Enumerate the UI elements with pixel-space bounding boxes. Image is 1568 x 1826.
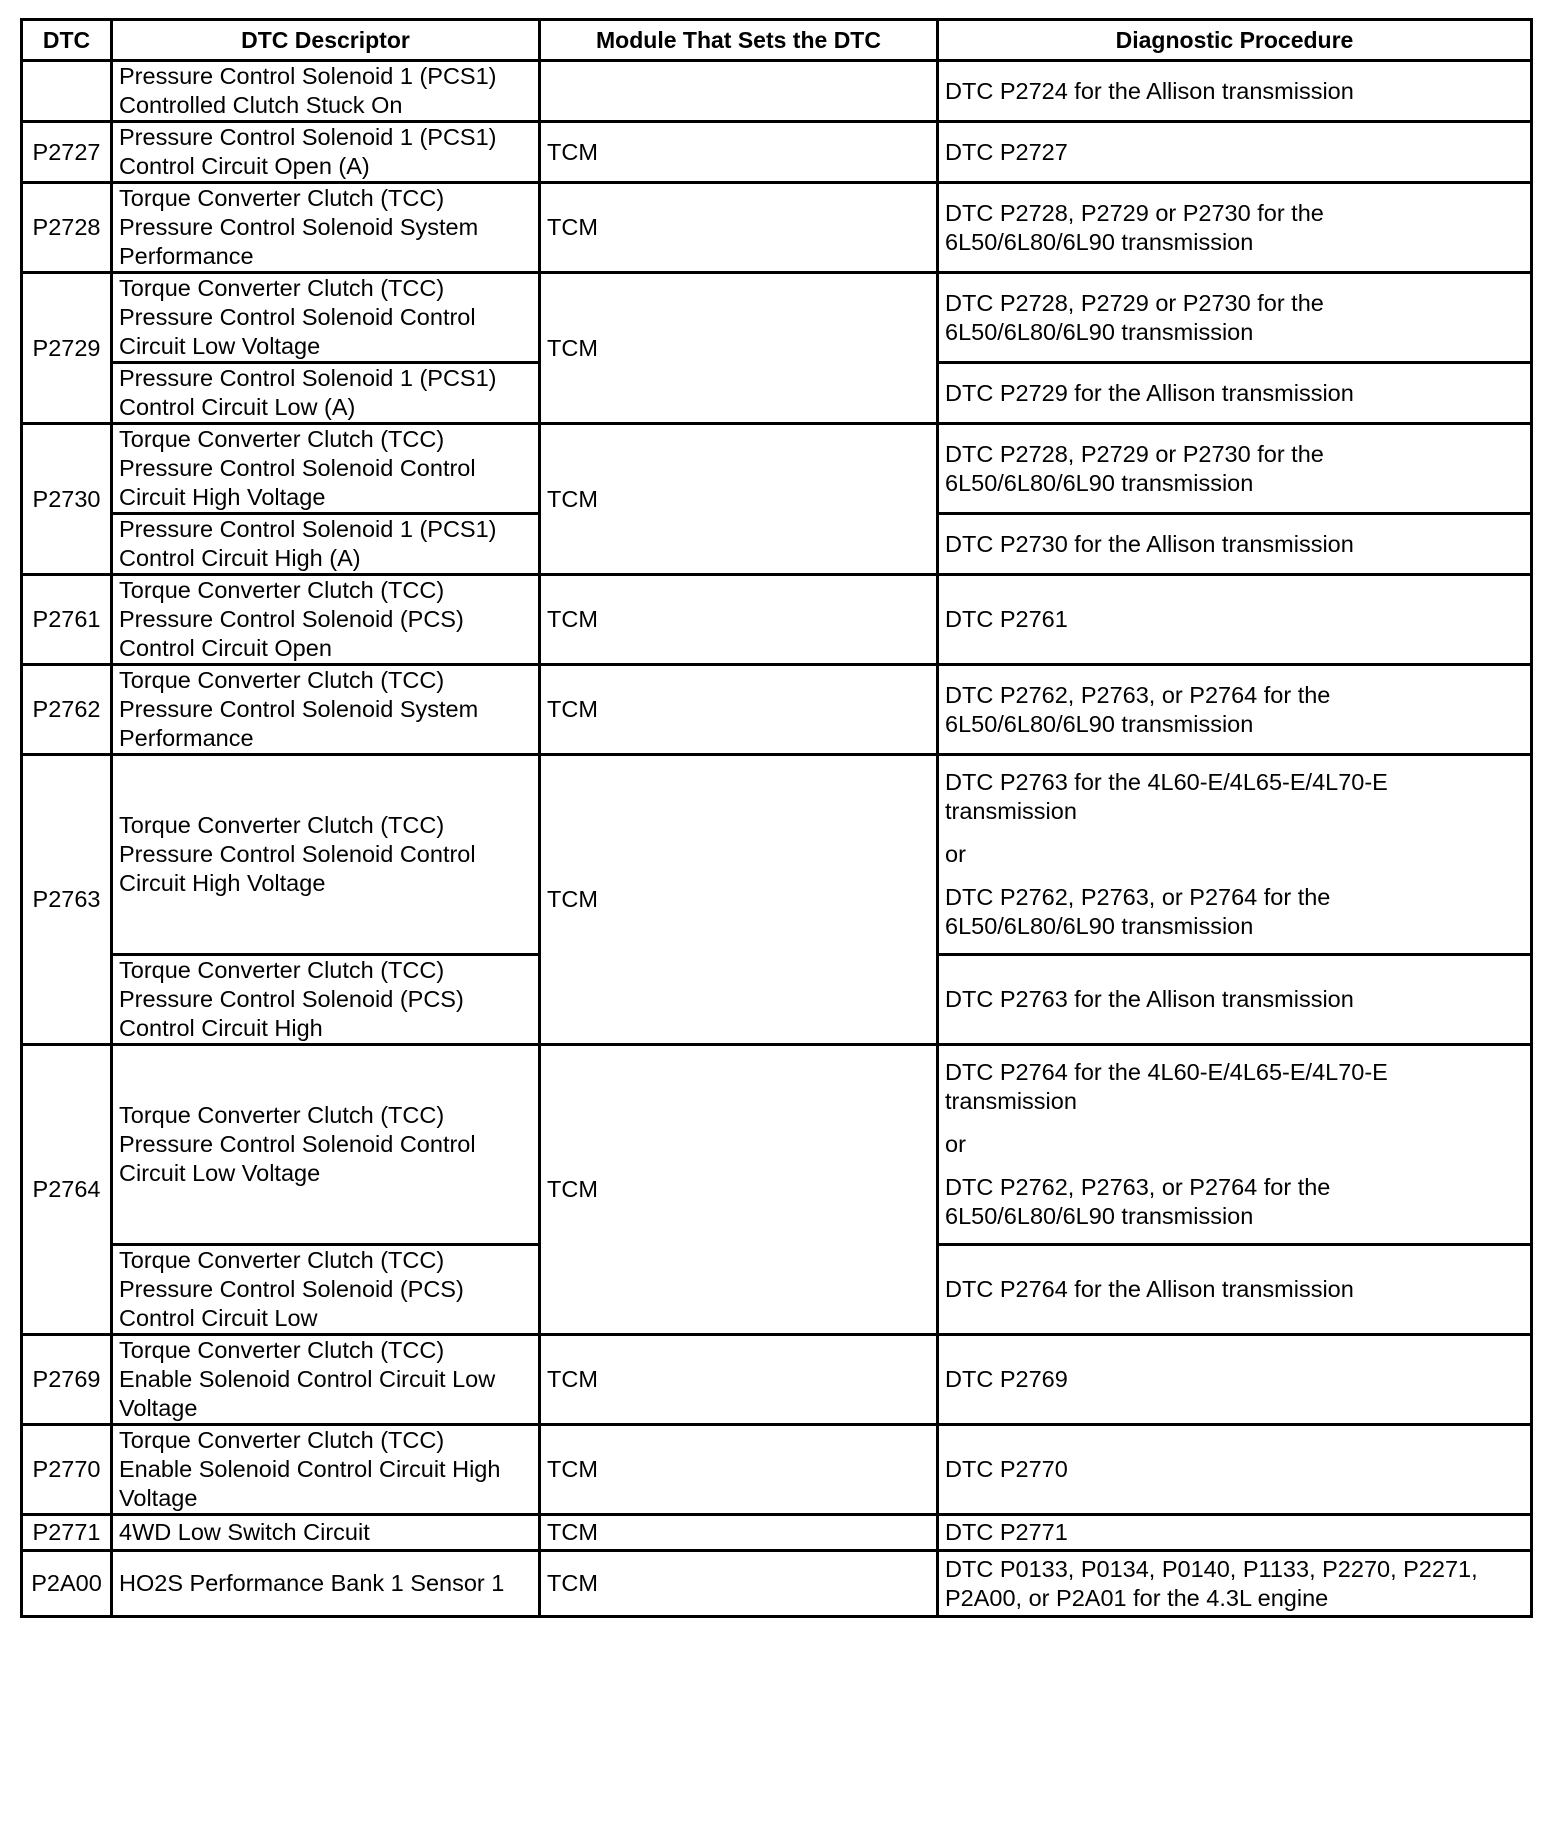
descriptor-line: Torque Converter Clutch (TCC) — [119, 957, 445, 983]
procedure-line: transmission — [945, 1088, 1077, 1114]
descriptor-cell — [112, 755, 540, 955]
dtc-code-cell — [22, 61, 112, 122]
descriptor-line: Enable Solenoid Control Circuit High — [119, 1456, 501, 1482]
module-cell: TCM — [540, 575, 938, 665]
descriptor-line: Pressure Control Solenoid (PCS) — [119, 986, 464, 1012]
descriptor-cell — [112, 273, 540, 363]
header-module: Module That Sets the DTC — [540, 20, 938, 61]
descriptor-line: 4WD Low Switch Circuit — [119, 1519, 370, 1545]
procedure-line: transmission — [945, 798, 1077, 824]
header-row — [22, 20, 1532, 61]
dtc-code-cell: P2770 — [22, 1425, 112, 1515]
descriptor-line: Performance — [119, 725, 254, 751]
procedure-cell — [938, 61, 1532, 122]
descriptor-line: Pressure Control Solenoid (PCS) — [119, 606, 464, 632]
procedure-line: DTC P0133, P0134, P0140, P1133, P2270, P2271, — [945, 1555, 1478, 1582]
descriptor-line: Pressure Control Solenoid 1 (PCS1) — [119, 516, 497, 542]
procedure-line: 6L50/6L80/6L90 transmission — [945, 710, 1254, 737]
descriptor-line: Torque Converter Clutch (TCC) — [119, 275, 445, 301]
table-row — [22, 1425, 1532, 1515]
descriptor-cell — [112, 1045, 540, 1245]
procedure-cell — [938, 1425, 1532, 1515]
descriptor-cell — [112, 424, 540, 514]
procedure-line: DTC P2764 for the Allison transmission — [945, 1276, 1354, 1302]
procedure-line: 6L50/6L80/6L90 transmission — [945, 318, 1254, 345]
procedure-cell — [938, 273, 1532, 363]
dtc-code-cell: P2728 — [22, 183, 112, 273]
descriptor-cell — [112, 1515, 540, 1551]
procedure-line: 6L50/6L80/6L90 transmission — [945, 913, 1254, 939]
descriptor-cell — [112, 61, 540, 122]
procedure-line: P2A00, or P2A01 for the 4.3L engine — [945, 1584, 1329, 1611]
descriptor-line: Voltage — [119, 1395, 198, 1421]
table-row — [22, 575, 1532, 665]
procedure-line: DTC P2730 for the Allison transmission — [945, 530, 1354, 557]
header-dtc: DTC — [22, 20, 112, 61]
descriptor-line: Control Circuit Low — [119, 1305, 318, 1331]
procedure-cell — [938, 122, 1532, 183]
procedure-cell — [938, 1515, 1532, 1551]
module-cell — [540, 61, 938, 122]
descriptor-cell — [112, 575, 540, 665]
descriptor-line: Pressure Control Solenoid System — [119, 214, 479, 240]
procedure-cell — [938, 755, 1532, 955]
module-cell: TCM — [540, 755, 938, 1045]
dtc-code-cell: P2730 — [22, 424, 112, 575]
header-diagnostic-procedure: Diagnostic Procedure — [938, 20, 1532, 61]
descriptor-line: Torque Converter Clutch (TCC) — [119, 1427, 445, 1453]
dtc-table — [20, 18, 1533, 1618]
descriptor-line: Control Circuit Low (A) — [119, 394, 356, 420]
descriptor-line: Torque Converter Clutch (TCC) — [119, 1247, 445, 1273]
descriptor-cell — [112, 1245, 540, 1335]
procedure-line: DTC P2728, P2729 or P2730 for the — [945, 289, 1324, 316]
procedure-line: or — [945, 1131, 966, 1157]
procedure-line: DTC P2769 — [945, 1366, 1068, 1392]
procedure-cell — [938, 1335, 1532, 1425]
dtc-code-cell: P2727 — [22, 122, 112, 183]
procedure-cell — [938, 665, 1532, 755]
descriptor-cell — [112, 363, 540, 424]
procedure-line: DTC P2771 — [945, 1519, 1068, 1545]
descriptor-line: Pressure Control Solenoid (PCS) — [119, 1276, 464, 1302]
descriptor-line: Control Circuit Open — [119, 635, 332, 661]
procedure-cell — [938, 575, 1532, 665]
descriptor-cell — [112, 122, 540, 183]
procedure-line: DTC P2763 for the 4L60-E/4L65-E/4L70-E — [945, 769, 1388, 795]
descriptor-line: Control Circuit Open (A) — [119, 153, 370, 179]
procedure-line: DTC P2770 — [945, 1456, 1068, 1482]
procedure-line: DTC P2763 for the Allison transmission — [945, 986, 1354, 1012]
procedure-cell — [938, 514, 1532, 575]
module-cell: TCM — [540, 273, 938, 424]
procedure-line: DTC P2728, P2729 or P2730 for the — [945, 199, 1324, 226]
descriptor-cell — [112, 1335, 540, 1425]
module-cell: TCM — [540, 665, 938, 755]
descriptor-line: Torque Converter Clutch (TCC) — [119, 577, 445, 603]
procedure-cell — [938, 1245, 1532, 1335]
table-row — [22, 755, 1532, 955]
procedure-line: DTC P2762, P2763, or P2764 for the — [945, 1174, 1331, 1200]
procedure-line: 6L50/6L80/6L90 transmission — [945, 1203, 1254, 1229]
descriptor-cell — [112, 1425, 540, 1515]
descriptor-line: Pressure Control Solenoid Control — [119, 304, 476, 330]
procedure-line: DTC P2724 for the Allison transmission — [945, 77, 1354, 104]
procedure-cell — [938, 955, 1532, 1045]
procedure-line: DTC P2762, P2763, or P2764 for the — [945, 681, 1331, 708]
descriptor-line: Circuit Low Voltage — [119, 1160, 321, 1186]
procedure-line: DTC P2764 for the 4L60-E/4L65-E/4L70-E — [945, 1059, 1388, 1085]
procedure-line: DTC P2728, P2729 or P2730 for the — [945, 440, 1324, 467]
procedure-line: DTC P2761 — [945, 606, 1068, 632]
descriptor-line: Torque Converter Clutch (TCC) — [119, 812, 445, 838]
descriptor-line: Torque Converter Clutch (TCC) — [119, 667, 445, 693]
module-cell: TCM — [540, 183, 938, 273]
descriptor-line: Pressure Control Solenoid 1 (PCS1) — [119, 124, 497, 150]
descriptor-line: Torque Converter Clutch (TCC) — [119, 185, 445, 211]
descriptor-line: Circuit High Voltage — [119, 870, 326, 896]
table-row — [22, 424, 1532, 514]
descriptor-cell — [112, 183, 540, 273]
dtc-code-cell: P2761 — [22, 575, 112, 665]
procedure-line: DTC P2729 for the Allison transmission — [945, 379, 1354, 406]
descriptor-line: Control Circuit High (A) — [119, 545, 361, 571]
procedure-cell — [938, 1551, 1532, 1617]
descriptor-line: Pressure Control Solenoid System — [119, 696, 479, 722]
module-cell: TCM — [540, 1335, 938, 1425]
descriptor-cell — [112, 665, 540, 755]
procedure-cell — [938, 424, 1532, 514]
dtc-document — [20, 18, 1530, 1618]
procedure-line: DTC P2727 — [945, 138, 1068, 165]
module-cell: TCM — [540, 424, 938, 575]
descriptor-cell — [112, 1551, 540, 1617]
procedure-line: 6L50/6L80/6L90 transmission — [945, 469, 1254, 496]
descriptor-line: Torque Converter Clutch (TCC) — [119, 1102, 445, 1128]
module-cell: TCM — [540, 1515, 938, 1551]
descriptor-cell — [112, 955, 540, 1045]
module-cell: TCM — [540, 1045, 938, 1335]
descriptor-line: Torque Converter Clutch (TCC) — [119, 426, 445, 452]
descriptor-line: HO2S Performance Bank 1 Sensor 1 — [119, 1570, 505, 1596]
table-row — [22, 61, 1532, 122]
table-row — [22, 1335, 1532, 1425]
descriptor-line: Circuit High Voltage — [119, 484, 326, 510]
procedure-cell — [938, 363, 1532, 424]
descriptor-line: Pressure Control Solenoid 1 (PCS1) — [119, 63, 497, 89]
descriptor-line: Pressure Control Solenoid Control — [119, 455, 476, 481]
table-row — [22, 122, 1532, 183]
descriptor-line: Control Circuit High — [119, 1015, 323, 1041]
module-cell: TCM — [540, 1551, 938, 1617]
descriptor-line: Torque Converter Clutch (TCC) — [119, 1337, 445, 1363]
descriptor-line: Circuit Low Voltage — [119, 333, 321, 359]
table-row — [22, 665, 1532, 755]
procedure-cell — [938, 1045, 1532, 1245]
module-cell: TCM — [540, 1425, 938, 1515]
descriptor-line: Enable Solenoid Control Circuit Low — [119, 1366, 496, 1392]
dtc-code-cell: P2764 — [22, 1045, 112, 1335]
dtc-code-cell: P2763 — [22, 755, 112, 1045]
dtc-code-cell: P2729 — [22, 273, 112, 424]
table-row — [22, 183, 1532, 273]
descriptor-line: Pressure Control Solenoid Control — [119, 841, 476, 867]
header-dtc-descriptor: DTC Descriptor — [112, 20, 540, 61]
procedure-line: DTC P2762, P2763, or P2764 for the — [945, 884, 1331, 910]
table-row — [22, 1515, 1532, 1551]
descriptor-line: Controlled Clutch Stuck On — [119, 92, 403, 118]
dtc-code-cell: P2A00 — [22, 1551, 112, 1617]
descriptor-line: Performance — [119, 243, 254, 269]
descriptor-line: Pressure Control Solenoid 1 (PCS1) — [119, 365, 497, 391]
dtc-code-cell: P2769 — [22, 1335, 112, 1425]
table-row — [22, 1551, 1532, 1617]
dtc-code-cell: P2762 — [22, 665, 112, 755]
procedure-line: 6L50/6L80/6L90 transmission — [945, 228, 1254, 255]
table-row — [22, 273, 1532, 363]
dtc-code-cell: P2771 — [22, 1515, 112, 1551]
table-row — [22, 1045, 1532, 1245]
procedure-line: or — [945, 841, 966, 867]
procedure-cell — [938, 183, 1532, 273]
descriptor-line: Voltage — [119, 1485, 198, 1511]
descriptor-cell — [112, 514, 540, 575]
descriptor-line: Pressure Control Solenoid Control — [119, 1131, 476, 1157]
module-cell: TCM — [540, 122, 938, 183]
